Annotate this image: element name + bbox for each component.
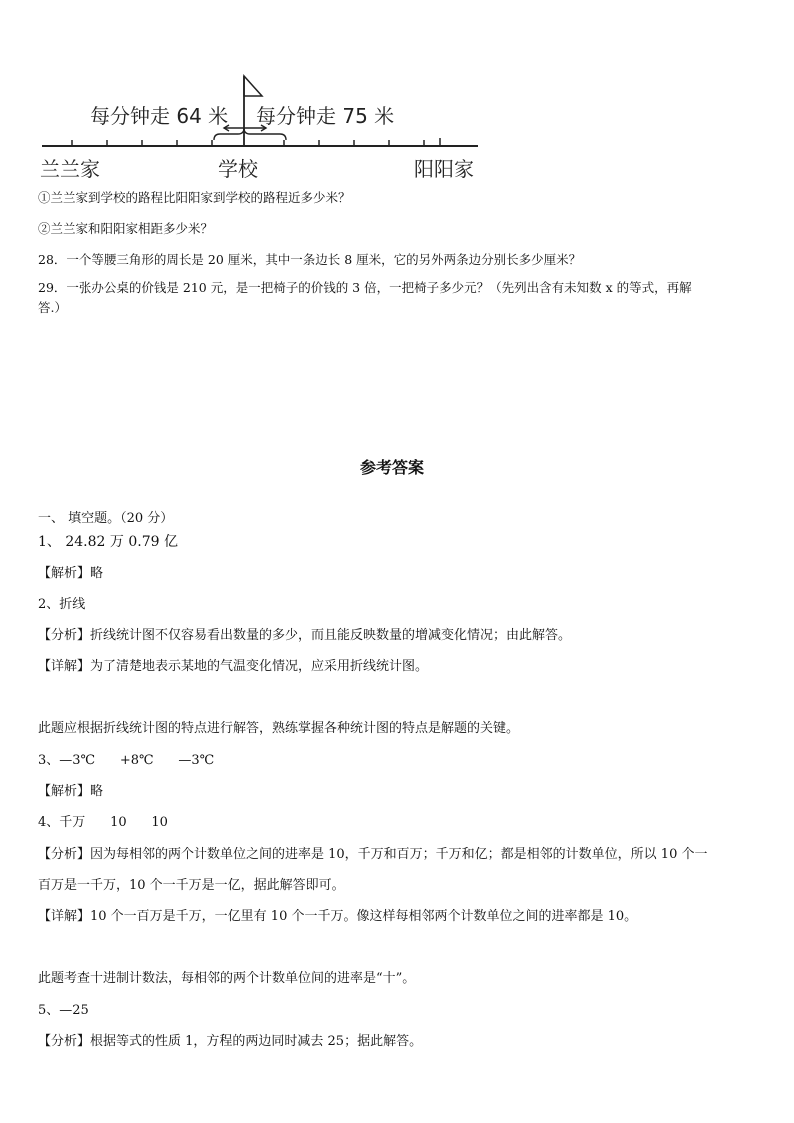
left-place-label: 兰兰家: [40, 157, 100, 181]
answer-4-detail: 【详解】10 个一百万是千万，一亿里有 10 个一千万。像这样每相邻两个计数单位之间的进率都是 10。: [38, 909, 638, 924]
answer-2-summary: 此题应根据折线统计图的特点进行解答，熟练掌握各种统计图的特点是解题的关键。: [38, 721, 520, 736]
answer-2-detail: 【详解】为了清楚地表示某地的气温变化情况，应采用折线统计图。: [38, 659, 429, 674]
answer-5: 5、—25: [38, 1003, 89, 1018]
answer-4-analysis-line1: 【分析】因为每相邻的两个计数单位之间的进率是 10，千万和百万；千万和亿；都是相邻的计数单位，所以 10 个一: [38, 847, 708, 862]
answer-1-analysis: 【解析】略: [38, 566, 104, 581]
left-speed-label: 每分钟走 64 米: [90, 104, 229, 128]
tick-marks: [72, 138, 440, 146]
answer-2-analysis: 【分析】折线统计图不仅容易看出数量的多少，而且能反映数量的增减变化情况；由此解答。: [38, 628, 572, 643]
answer-3-analysis: 【解析】略: [38, 784, 104, 799]
question-29-line2: 答.）: [38, 300, 67, 315]
question-27-sub2: ②兰兰家和阳阳家相距多少米？: [38, 221, 214, 236]
answer-4-analysis-line2: 百万是一千万，10 个一千万是一亿，据此解答即可。: [38, 878, 345, 893]
question-28: 28．一个等腰三角形的周长是 20 厘米，其中一条边长 8 厘米，它的另外两条边分别长多少厘米？: [38, 252, 582, 267]
answer-3: 3、—3℃ +8℃ —3℃: [38, 753, 215, 768]
answers-title: 参考答案: [360, 458, 425, 477]
right-speed-label: 每分钟走 75 米: [256, 104, 395, 128]
answer-1: 1、 24.82 万 0.79 亿: [38, 534, 178, 550]
middle-place-label: 学校: [218, 157, 258, 181]
right-place-label: 阳阳家: [414, 157, 474, 181]
section-1-heading: 一、 填空题。（20 分）: [38, 511, 174, 526]
question-27-sub1: ①兰兰家到学校的路程比阳阳家到学校的路程近多少米？: [38, 190, 351, 205]
question-29-line1: 29．一张办公桌的价钱是 210 元，是一把椅子的价钱的 3 倍，一把椅子多少元？（先列出含有未知数 x 的等式，再解: [38, 280, 692, 295]
answer-4: 4、千万 10 10: [38, 815, 168, 830]
distance-diagram: [0, 0, 794, 190]
answer-4-summary: 此题考查十进制计数法，每相邻的两个计数单位间的进率是“十”。: [38, 971, 416, 986]
answer-2: 2、折线: [38, 597, 86, 612]
answer-5-analysis: 【分析】根据等式的性质 1，方程的两边同时减去 25；据此解答。: [38, 1034, 423, 1049]
